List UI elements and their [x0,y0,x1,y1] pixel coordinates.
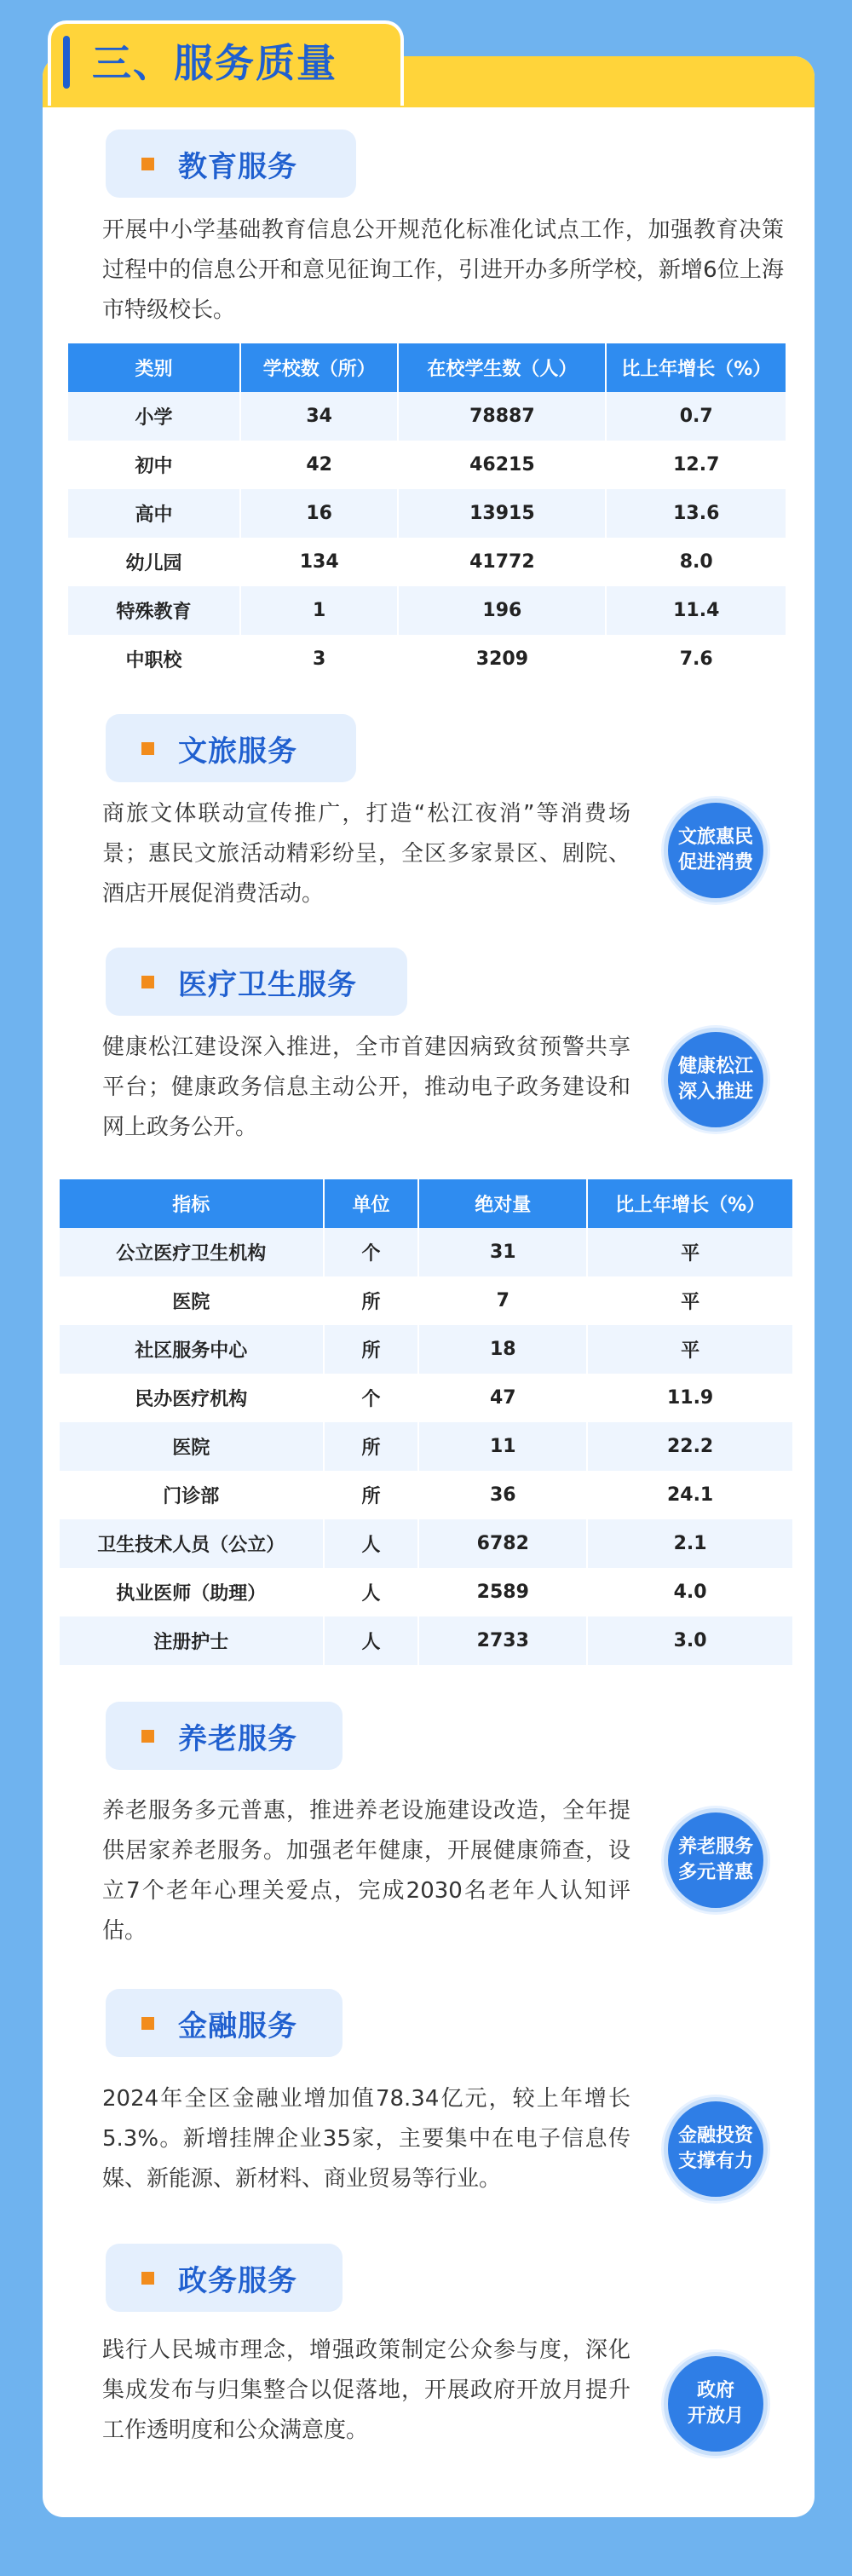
table-cell: 7 [418,1276,587,1325]
section-title-text: 养老服务 [178,1721,297,1756]
table-cell: 1 [240,586,398,635]
table-cell: 11 [418,1422,587,1471]
table-cell: 卫生技术人员（公立） [60,1519,324,1568]
health-badge: 健康松江 深入推进 [664,1028,768,1132]
section-title-education [106,130,356,198]
table-header-cell: 类别 [68,343,240,392]
section-title-text: 文旅服务 [178,734,297,769]
table-header-cell: 在校学生数（人） [398,343,606,392]
table-cell: 中职校 [68,635,240,683]
table-cell: 平 [587,1228,792,1276]
education-paragraph: 开展中小学基础教育信息公开规范化标准化试点工作，加强教育决策过程中的信息公开和意见征询工作，引进开办多所学校，新增6位上海市特级校长。 [102,217,784,323]
section-title-text: 教育服务 [178,149,297,184]
table-cell: 24.1 [587,1471,792,1519]
table-cell: 18 [418,1325,587,1374]
table-row [68,635,786,683]
table-cell: 民办医疗机构 [60,1374,324,1422]
table-cell: 6782 [418,1519,587,1568]
table-cell: 196 [398,586,606,635]
table-cell: 3209 [398,635,606,683]
table-cell: 16 [240,489,398,538]
table-cell: 13915 [398,489,606,538]
table-cell: 高中 [68,489,240,538]
table-row [68,586,786,635]
page-title: 三、服务质量 [92,40,337,86]
section-title-finance [106,1989,343,2057]
table-cell: 47 [418,1374,587,1422]
section-title-culture [106,714,356,782]
table-cell: 初中 [68,441,240,489]
table-cell: 0.7 [606,392,786,441]
table-cell: 7.6 [606,635,786,683]
table-cell: 2589 [418,1568,587,1616]
table-row [60,1471,792,1519]
table-row [60,1228,792,1276]
table-cell: 门诊部 [60,1471,324,1519]
table-row [68,538,786,586]
table-row [60,1374,792,1422]
table-row [68,392,786,441]
education-table [68,343,786,683]
elderly-paragraph: 养老服务多元普惠，推进养老设施建设改造，全年提供居家养老服务。加强老年健康，开展健康筛查，设立7个老年心理关爱点，完成2030名老年人认知评估。 [102,1798,630,1944]
table-cell: 所 [324,1422,419,1471]
table-header-cell: 比上年增长（%） [606,343,786,392]
table-cell: 134 [240,538,398,586]
table-header-row [60,1179,792,1228]
table-cell: 公立医疗卫生机构 [60,1228,324,1276]
table-cell: 42 [240,441,398,489]
table-cell: 特殊教育 [68,586,240,635]
table-cell: 平 [587,1276,792,1325]
culture-paragraph: 商旅文体联动宣传推广，打造“松江夜消”等消费场景；惠民文旅活动精彩纷呈，全区多家景区、剧院、酒店开展促消费活动。 [102,801,630,907]
table-cell: 幼儿园 [68,538,240,586]
table-cell: 平 [587,1325,792,1374]
table-row [68,489,786,538]
bullet-square-icon [141,158,154,170]
section-title-government [106,2244,343,2312]
government-badge: 政府 开放月 [664,2352,768,2456]
table-cell: 8.0 [606,538,786,586]
finance-badge: 金融投资 支撑有力 [664,2097,768,2201]
table-header-cell: 指标 [60,1179,324,1228]
bullet-square-icon [141,2272,154,2285]
table-header-cell: 单位 [324,1179,419,1228]
table-cell: 人 [324,1568,419,1616]
table-cell: 所 [324,1325,419,1374]
table-cell: 小学 [68,392,240,441]
section-title-elderly [106,1702,343,1770]
section-title-text: 政务服务 [178,2263,297,2298]
table-cell: 人 [324,1616,419,1665]
section-title-text: 医疗卫生服务 [178,967,357,1002]
table-cell: 31 [418,1228,587,1276]
bullet-square-icon [141,1730,154,1743]
table-cell: 2733 [418,1616,587,1665]
table-cell: 注册护士 [60,1616,324,1665]
table-cell: 46215 [398,441,606,489]
table-cell: 个 [324,1228,419,1276]
table-cell: 3.0 [587,1616,792,1665]
table-header-cell: 比上年增长（%） [587,1179,792,1228]
elderly-badge: 养老服务 多元普惠 [664,1808,768,1912]
table-header-row [68,343,786,392]
health-paragraph: 健康松江建设深入推进，全市首建因病致贫预警共享平台；健康政务信息主动公开，推动电子政务建设和网上政务公开。 [102,1034,630,1140]
section-title-text: 金融服务 [178,2008,297,2043]
bullet-square-icon [141,742,154,755]
table-row [68,441,786,489]
section-title-health [106,948,407,1016]
table-cell: 4.0 [587,1568,792,1616]
table-row [60,1325,792,1374]
header-tab [48,20,404,106]
table-cell: 医院 [60,1276,324,1325]
bullet-square-icon [141,2017,154,2030]
table-cell: 医院 [60,1422,324,1471]
table-cell: 12.7 [606,441,786,489]
table-header-cell: 学校数（所） [240,343,398,392]
table-cell: 22.2 [587,1422,792,1471]
table-header-cell: 绝对量 [418,1179,587,1228]
table-row [60,1422,792,1471]
table-cell: 个 [324,1374,419,1422]
table-cell: 社区服务中心 [60,1325,324,1374]
table-row [60,1276,792,1325]
table-cell: 11.4 [606,586,786,635]
table-cell: 11.9 [587,1374,792,1422]
culture-badge: 文旅惠民 促进消费 [664,798,768,902]
table-cell: 41772 [398,538,606,586]
table-row [60,1519,792,1568]
table-row [60,1568,792,1616]
table-cell: 所 [324,1471,419,1519]
table-cell: 78887 [398,392,606,441]
table-cell: 13.6 [606,489,786,538]
bullet-square-icon [141,976,154,988]
health-table [60,1179,792,1665]
government-paragraph: 践行人民城市理念，增强政策制定公众参与度，深化集成发布与归集整合以促落地，开展政府开放月提升工作透明度和公众满意度。 [102,2337,630,2443]
table-cell: 36 [418,1471,587,1519]
finance-paragraph: 2024年全区金融业增加值78.34亿元，较上年增长5.3%。新增挂牌企业35家，主要集中在电子信息传媒、新能源、新材料、商业贸易等行业。 [102,2086,630,2192]
table-cell: 3 [240,635,398,683]
table-cell: 2.1 [587,1519,792,1568]
table-cell: 执业医师（助理） [60,1568,324,1616]
table-cell: 34 [240,392,398,441]
table-cell: 人 [324,1519,419,1568]
table-cell: 所 [324,1276,419,1325]
table-row [60,1616,792,1665]
